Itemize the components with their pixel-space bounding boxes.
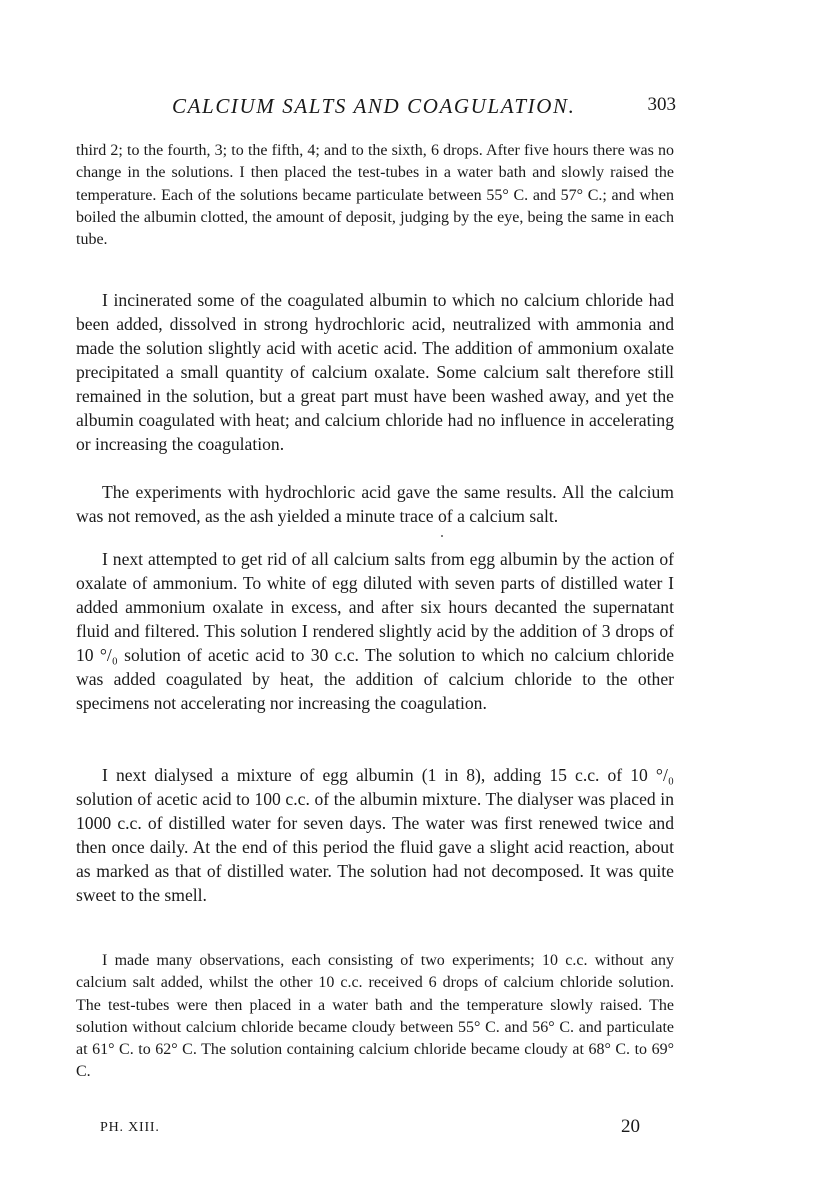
running-title: CALCIUM SALTS AND COAGULATION.	[172, 94, 576, 118]
page-header	[76, 94, 676, 124]
paragraph-oxalate-of-ammonium: I next attempted to get rid of all calcium salts from egg albumin by the action of oxalate of ammonium. To white of egg diluted with seven parts of distilled water I added ammonium oxalate in excess, and after six hours decanted the supernatant fluid and filtered. This solution I rendered slightly acid by the addition of 3 drops of 10 °/₀ solution of acetic acid to 30 c.c. The solution to which no calcium chloride was added coagulated by heat, the addition of calcium chloride to the other specimens not accelerating nor increasing the coagulation.	[76, 549, 674, 713]
paragraph-hydrochloric-acid: The experiments with hydrochloric acid gave the same results. All the calcium was not removed, as the ash yielded a minute trace of a calcium salt.	[76, 482, 674, 526]
signature-mark: PH. XIII.	[100, 1120, 160, 1135]
sheet-number: 20	[621, 1116, 640, 1137]
paragraph-continued-experiment: third 2; to the fourth, 3; to the fifth, 4; and to the sixth, 6 drops. After five hours there was no change in the solutions. I then placed the test-tubes in a water bath and slowly raised the temperature. Each of the solutions became particulate between 55° C. and 57° C.; and when boiled the albumin clotted, the amount of deposit, judging by the eye, being the same in each tube.	[76, 142, 674, 249]
page-footer	[100, 1116, 640, 1144]
page-number: 303	[647, 94, 676, 115]
paragraph-dialysis: I next dialysed a mixture of egg albumin (1 in 8), adding 15 c.c. of 10 °/₀ solution of acetic acid to 100 c.c. of the albumin mixture. The dialyser was placed in 1000 c.c. of distilled water for seven days. The water was first renewed twice and then once daily. At the end of this period the fluid gave a slight acid reaction, about as marked as that of distilled water. The solution had not decomposed. It was quite sweet to the smell.	[76, 765, 674, 905]
ink-speck	[441, 535, 443, 537]
paragraph-observations: I made many observations, each consisting of two experiments; 10 c.c. without any calcium salt added, whilst the other 10 c.c. received 6 drops of calcium chloride solution. The test-tubes were then placed in a water bath and the temperature slowly raised. The solution without calcium chloride became cloudy between 55° C. and 56° C. and particulate at 61° C. to 62° C. The solution containing calcium chloride became cloudy at 68° C. to 69° C.	[76, 952, 674, 1081]
paragraph-incineration: I incinerated some of the coagulated albumin to which no calcium chloride had been added, dissolved in strong hydrochloric acid, neutralized with ammonia and made the solution slightly acid with acetic acid. The addition of ammonium oxalate precipitated a small quantity of calcium oxalate. Some calcium salt therefore still remained in the solution, but a great part must have been washed away, and yet the albumin coagulated with heat; and calcium chloride had no influence in accelerating or increasing the coagulation.	[76, 290, 674, 454]
